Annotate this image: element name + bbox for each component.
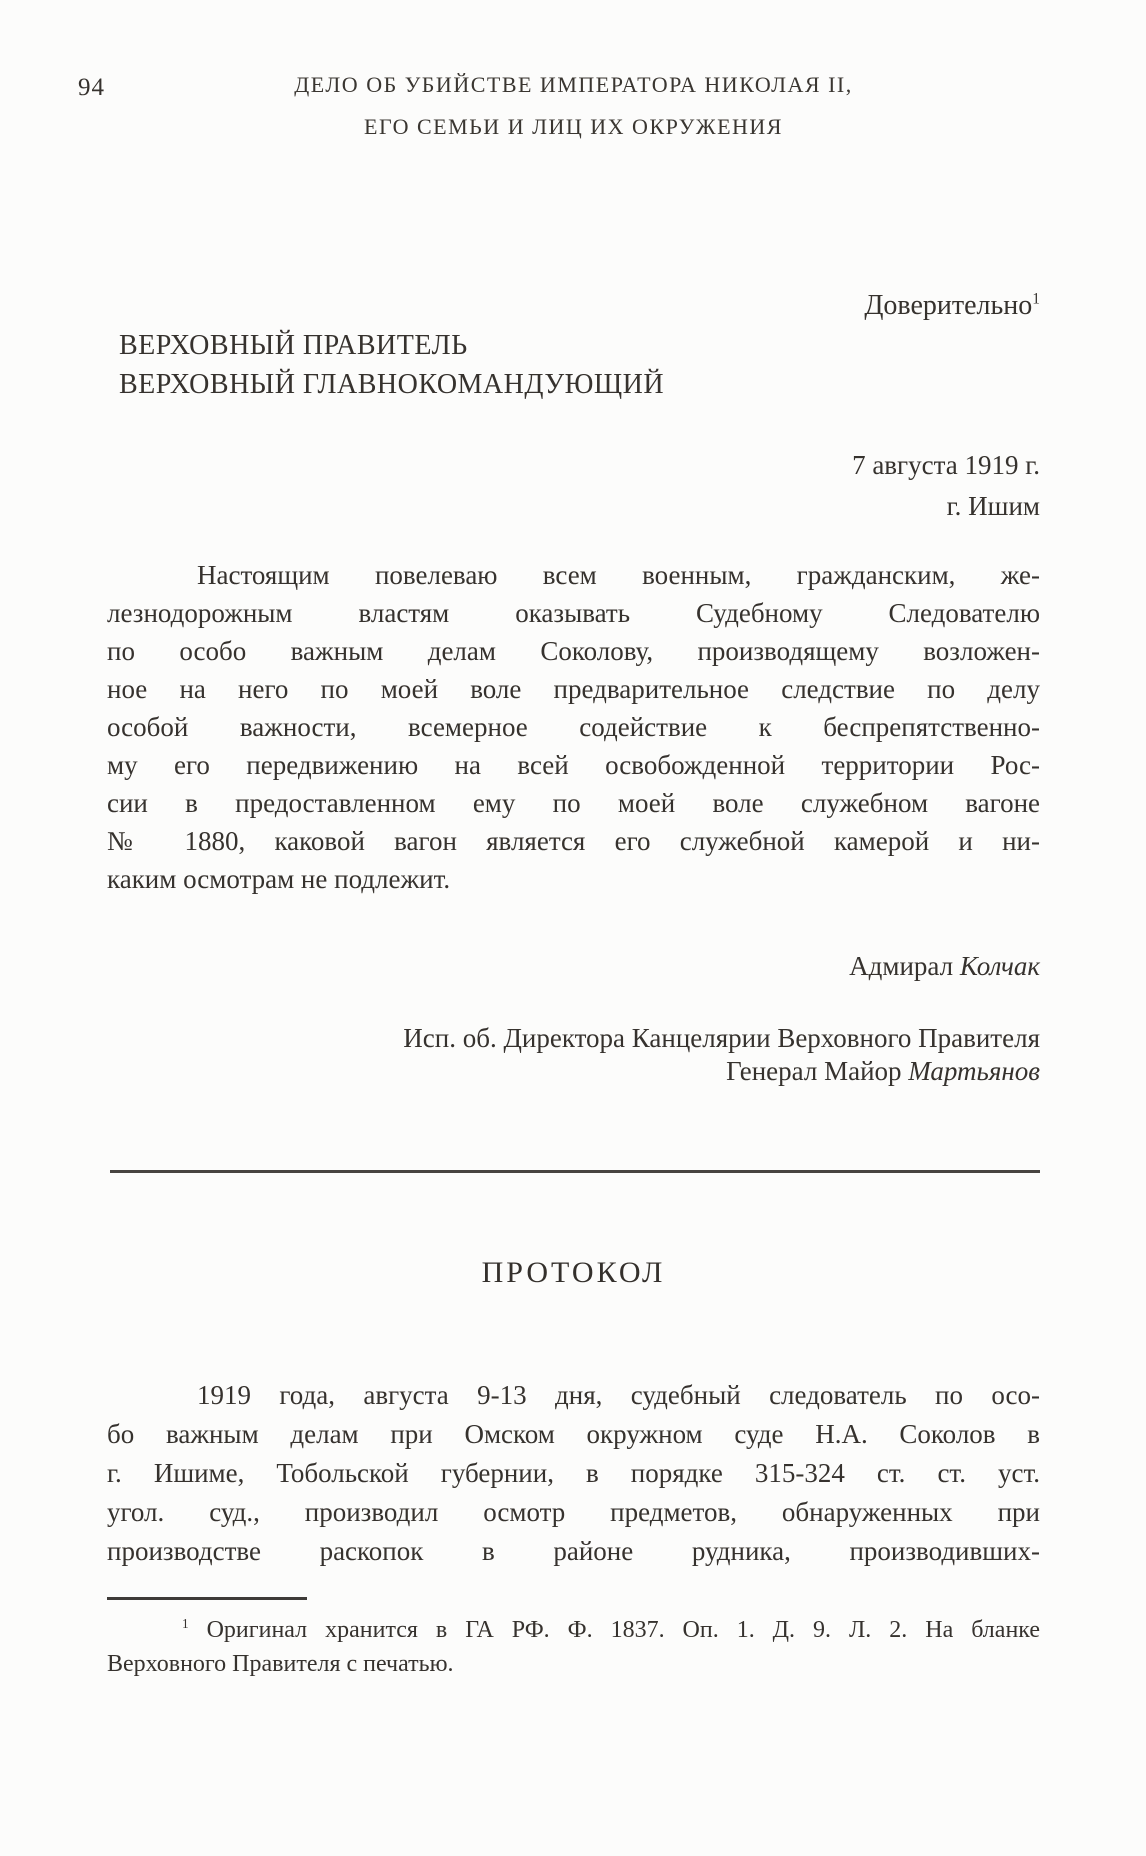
section-divider-rule: [110, 1170, 1040, 1173]
footnote-text-line1: Оригинал хранится в ГА РФ. Ф. 1837. Оп. 1. Д. 9. Л. 2. На бланке: [206, 1617, 1040, 1643]
running-header-line1: ДЕЛО ОБ УБИЙСТВЕ ИМПЕРАТОРА НИКОЛАЯ II,: [294, 72, 853, 97]
text-line: особой важности, всемерное содействие к беспрепятственно-: [107, 712, 1040, 742]
footnote: [107, 1613, 1040, 1681]
footnote-text-line2: Верховного Правителя с печатью.: [107, 1651, 454, 1677]
signoff-rank: Генерал Майор: [726, 1056, 902, 1086]
running-header: [107, 64, 1040, 148]
signoff-title-line: Исп. об. Директора Канцелярии Верховного Правителя: [403, 1023, 1040, 1053]
protocol-body-paragraph: [107, 1376, 1040, 1571]
signature-line: [107, 951, 1040, 982]
text-line: ное на него по моей воле предварительное следствие по делу: [107, 674, 1040, 704]
text-line: лезнодорожным властям оказывать Судебному Следователю: [107, 598, 1040, 628]
dateline-date: 7 августа 1919 г.: [852, 450, 1040, 480]
text-line: по особо важным делам Соколову, производящему возложен-: [107, 636, 1040, 666]
dateline: [107, 445, 1040, 527]
signoff-name-line: [107, 1055, 1040, 1088]
dateline-place: г. Ишим: [946, 491, 1040, 521]
signature-name: Колчак: [959, 951, 1040, 981]
footnote-divider-rule: [107, 1597, 307, 1600]
signoff-name: Мартьянов: [908, 1056, 1040, 1086]
signature-rank: Адмирал: [849, 951, 954, 981]
text-line: производстве раскопок в районе рудника, производивших-: [107, 1536, 1040, 1566]
running-header-line2: ЕГО СЕМЬИ И ЛИЦ ИХ ОКРУЖЕНИЯ: [364, 114, 783, 139]
text-line: угол. суд., производил осмотр предметов, обнаруженных при: [107, 1497, 1040, 1527]
classification-footnote-ref: 1: [1032, 290, 1040, 308]
text-line: му его передвижению на всей освобожденной территории Рос-: [107, 750, 1040, 780]
letterhead: [119, 326, 664, 404]
footnote-line1: [107, 1613, 1040, 1647]
text-line: бо важным делам при Омском окружном суде Н.А. Соколов в: [107, 1419, 1040, 1449]
letterhead-line1: ВЕРХОВНЫЙ ПРАВИТЕЛЬ: [119, 330, 468, 361]
text-line: Настоящим повелеваю всем военным, гражданским, же-: [197, 560, 1040, 590]
classification-text: Доверительно: [864, 290, 1033, 321]
classification-label: [107, 290, 1040, 322]
footnote-marker: 1: [182, 1616, 189, 1631]
signoff-block: [107, 1022, 1040, 1088]
text-line: № 1880, каковой вагон является его служебной камерой и ни-: [107, 826, 1040, 856]
text-line: сии в предоставленном ему по моей воле служебном вагоне: [107, 788, 1040, 818]
letterhead-line2: ВЕРХОВНЫЙ ГЛАВНОКОМАНДУЮЩИЙ: [119, 369, 665, 400]
text-line: каким осмотрам не подлежит.: [107, 864, 451, 894]
order-body-paragraph: [107, 556, 1040, 898]
page-number: 94: [78, 74, 105, 101]
protocol-heading: ПРОТОКОЛ: [481, 1256, 666, 1289]
text-line: 1919 года, августа 9-13 дня, судебный следователь по осо-: [197, 1380, 1040, 1410]
text-line: г. Ишиме, Тобольской губернии, в порядке 315-324 ст. ст. уст.: [107, 1458, 1040, 1488]
